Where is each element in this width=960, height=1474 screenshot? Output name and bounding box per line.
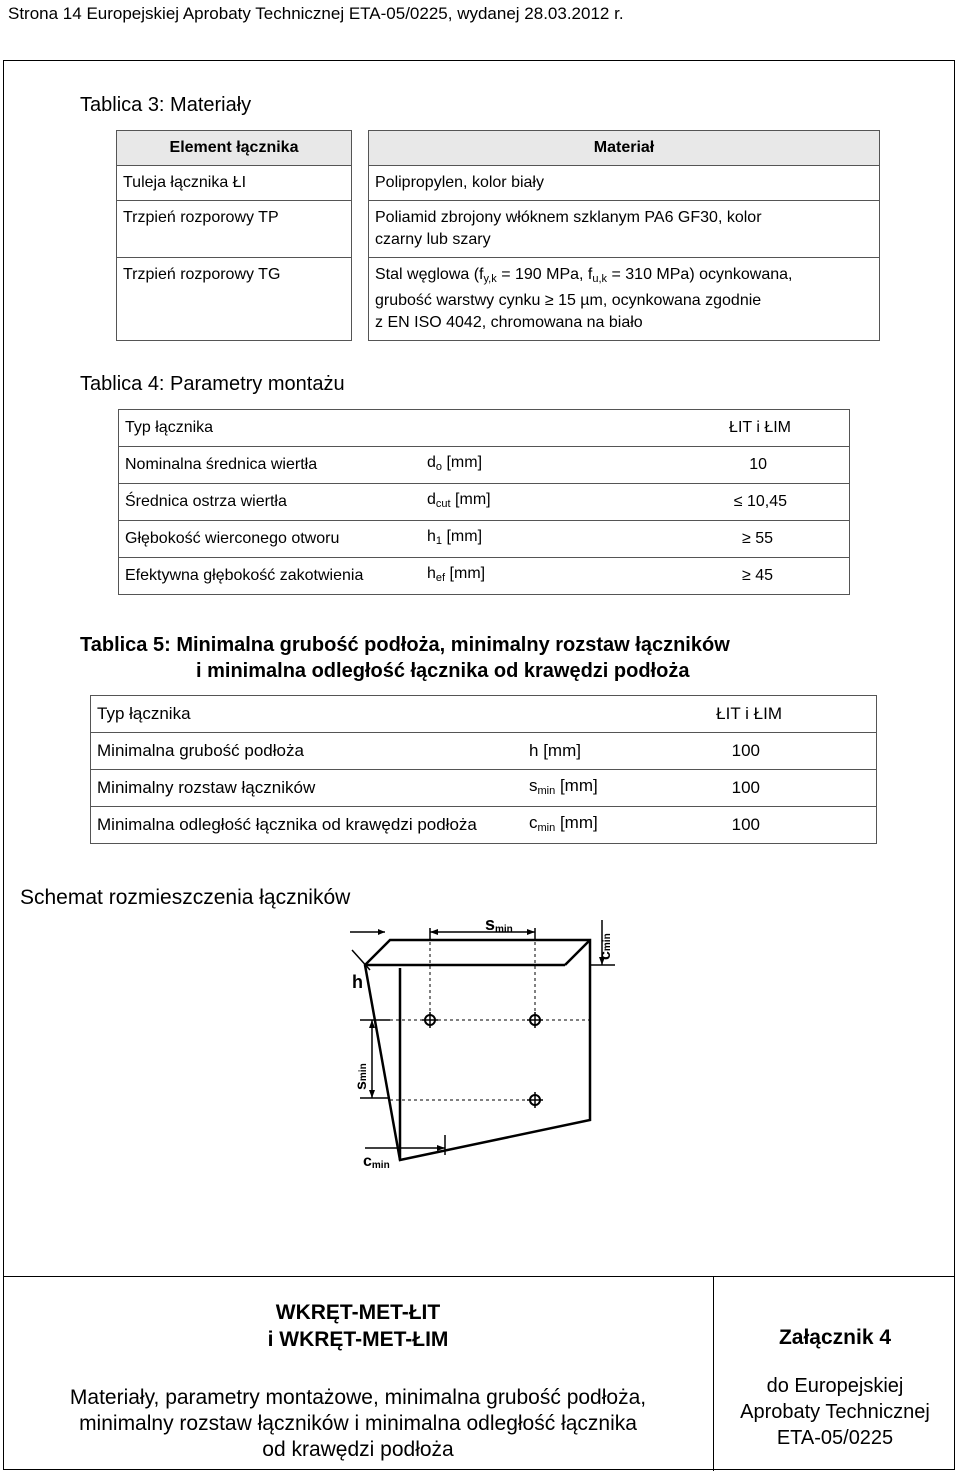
s-min-left-label: smin — [353, 1063, 370, 1090]
element-cell: Trzpień rozporowy TP — [117, 201, 352, 258]
material-cell: Poliamid zbrojony włóknem szklanym PA6 GF30, kolor czarny lub szary — [369, 201, 880, 258]
footer-right — [713, 1277, 956, 1471]
table-row: Efektywna głębokość zakotwienia $h_{ef}$ [mm] ≥ 45 — [119, 558, 850, 595]
materials-table — [116, 130, 880, 341]
table-row: Głębokość wierconego otworu $h_1$ [mm] ≥ 55 — [119, 521, 850, 558]
type-value: ŁIT i ŁIM — [665, 696, 877, 733]
table-row — [117, 201, 880, 258]
fastener-layout-diagram — [330, 920, 630, 1180]
footer-left — [3, 1277, 713, 1471]
page-header: Strona 14 Europejskiej Aprobaty Technicznej ETA-05/0225, wydanej 28.03.2012 r. — [8, 4, 624, 23]
installation-params-table — [118, 409, 850, 595]
s-min-label: smin — [485, 920, 513, 935]
annex-description: Materiały, parametry montażowe, minimalna grubość podłoża, minimalny rozstaw łączników i minimalna odległość łącznika od krawędzi podłoża — [69, 1386, 647, 1461]
table-row: Nominalna średnica wiertła $d_o$ [mm] 10 — [119, 447, 850, 484]
minimum-distances-table — [90, 695, 877, 844]
table-row — [117, 258, 880, 341]
type-label: Typ łącznika — [119, 410, 634, 447]
c-min-bottom-label: cmin — [363, 1153, 390, 1171]
material-cell: Polipropylen, kolor biały — [369, 166, 880, 201]
annex-reference: do Europejskiej Aprobaty Technicznej ETA-05/0225 — [740, 1375, 930, 1449]
table-row: Minimalny rozstaw łączników $s_{min}$ [mm] 100 — [91, 770, 877, 807]
type-label: Typ łącznika — [91, 696, 666, 733]
table-row: Minimalna grubość podłoża h [mm] 100 — [91, 733, 877, 770]
annex-number: Załącznik 4 — [778, 1326, 892, 1349]
schema-title: Schemat rozmieszczenia łączników — [20, 886, 351, 909]
footer-box — [3, 1276, 955, 1471]
element-cell: Tuleja łącznika ŁI — [117, 166, 352, 201]
col-element-header: Element łącznika — [117, 131, 352, 166]
table4-caption: Tablica 4: Parametry montażu — [80, 373, 345, 395]
product-name: WKRĘT-MET-ŁIT i WKRĘT-MET-ŁIM — [267, 1301, 449, 1351]
element-cell: Trzpień rozporowy TG — [117, 258, 352, 341]
col-material-header: Materiał — [369, 131, 880, 166]
table5-caption: Tablica 5: Minimalna grubość podłoża, minimalny rozstaw łączników i minimalna odległość łącznika od krawędzi podłoża — [80, 634, 730, 682]
h-label: h — [352, 972, 363, 992]
table3-caption: Tablica 3: Materiały — [80, 94, 252, 116]
c-min-top-label: cmin — [597, 933, 614, 960]
type-value: ŁIT i ŁIM — [633, 410, 850, 447]
table-row: Średnica ostrza wiertła $d_{cut}$ [mm] ≤ 10,45 — [119, 484, 850, 521]
material-cell: Stal węglowa ($f_{y,k} = 190$ MPa, $f_{u,k} = 310$ MPa) ocynkowana, grubość warstwy cynku ≥ 15 µm, ocynkowana zgodnie z EN ISO 4042, chromowana na biało — [369, 258, 880, 341]
table-row — [117, 166, 880, 201]
table-row: Minimalna odległość łącznika od krawędzi podłoża $c_{min}$ [mm] 100 — [91, 807, 877, 844]
